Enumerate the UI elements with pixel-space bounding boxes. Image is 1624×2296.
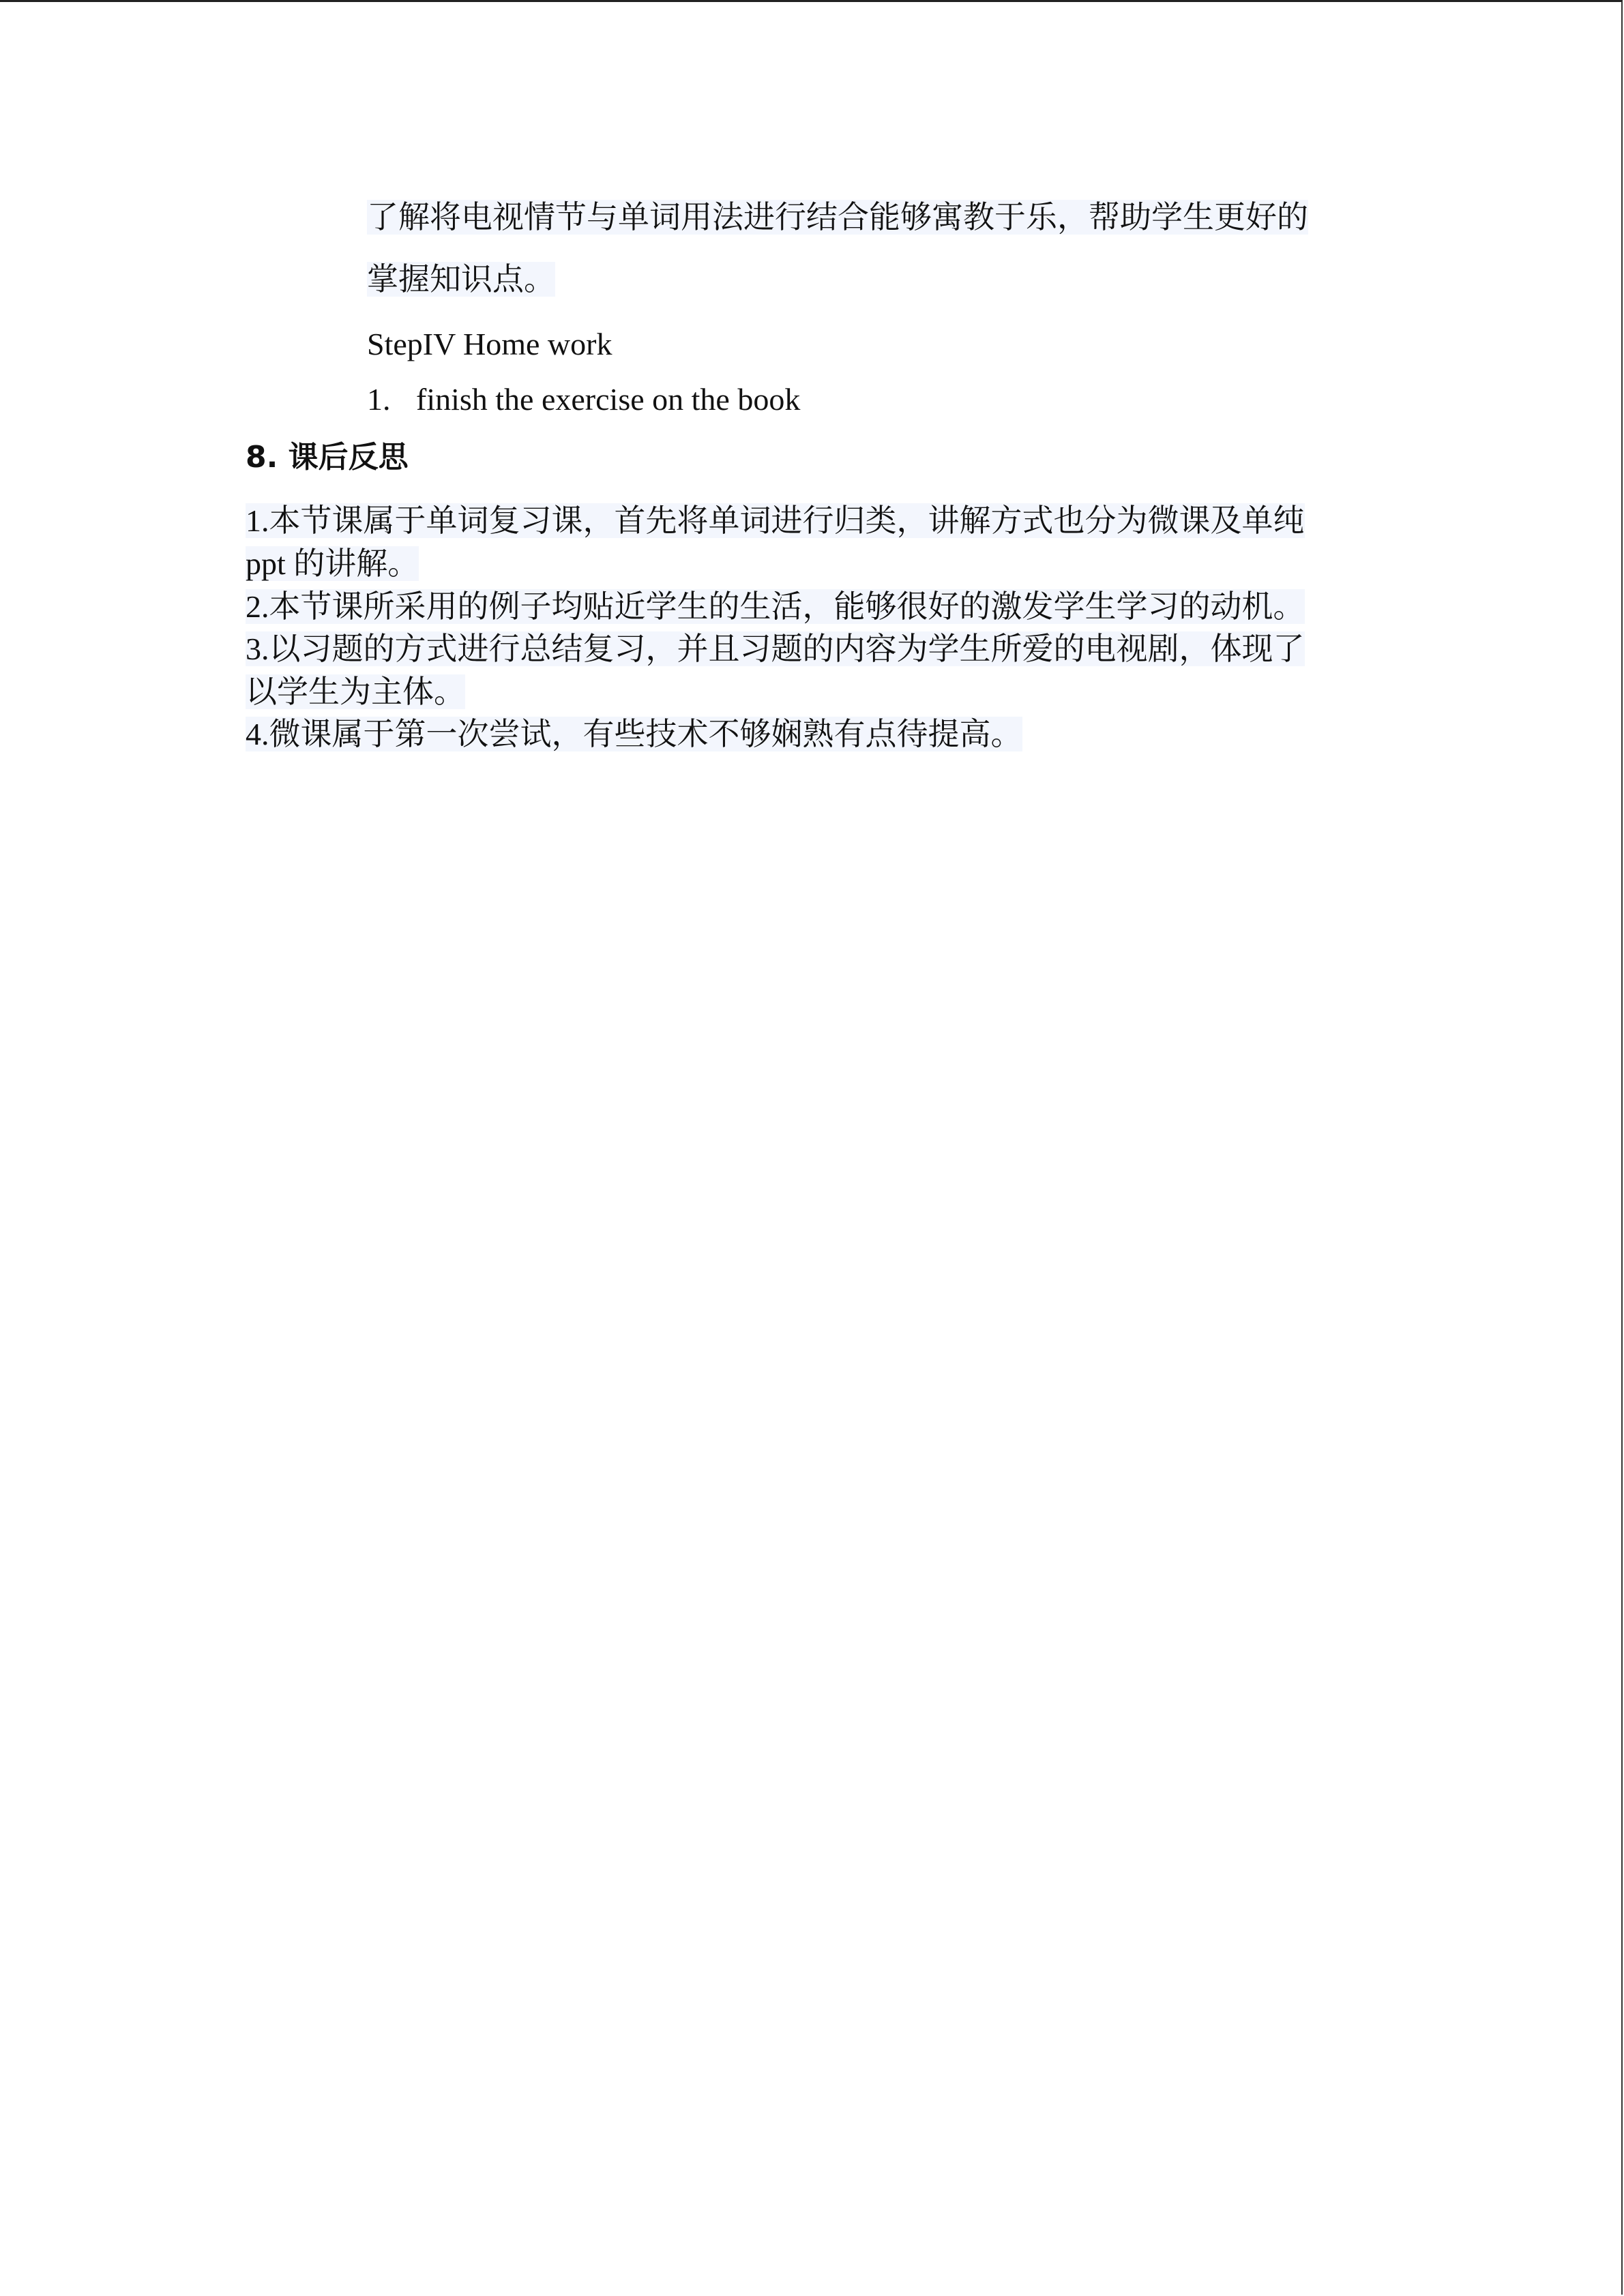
reflection-line-2: ppt 的讲解。 — [246, 546, 419, 581]
list-item-text: finish the exercise on the book — [416, 382, 801, 417]
reflection-line-6: 4.微课属于第一次尝试，有些技术不够娴熟有点待提高。 — [246, 717, 1022, 751]
reflection-line-4: 3.以习题的方式进行总结复习，并且习题的内容为学生所爱的电视剧，体现了 — [246, 631, 1305, 666]
step-title: StepIV Home work — [367, 327, 612, 361]
reflection-line-3: 2.本节课所采用的例子均贴近学生的生活，能够很好的激发学生学习的动机。 — [246, 589, 1305, 624]
section-heading: 8. 课后反思 — [246, 440, 409, 475]
continuation-line-2: 掌握知识点。 — [367, 262, 555, 297]
reflection-line-5: 以学生为主体。 — [246, 674, 465, 709]
list-item — [367, 379, 800, 420]
reflection-line-1: 1.本节课属于单词复习课，首先将单词进行归类，讲解方式也分为微课及单纯 — [246, 503, 1305, 538]
list-item-number: 1. — [367, 382, 391, 417]
continuation-line-1: 了解将电视情节与单词用法进行结合能够寓教于乐，帮助学生更好的 — [367, 200, 1308, 235]
